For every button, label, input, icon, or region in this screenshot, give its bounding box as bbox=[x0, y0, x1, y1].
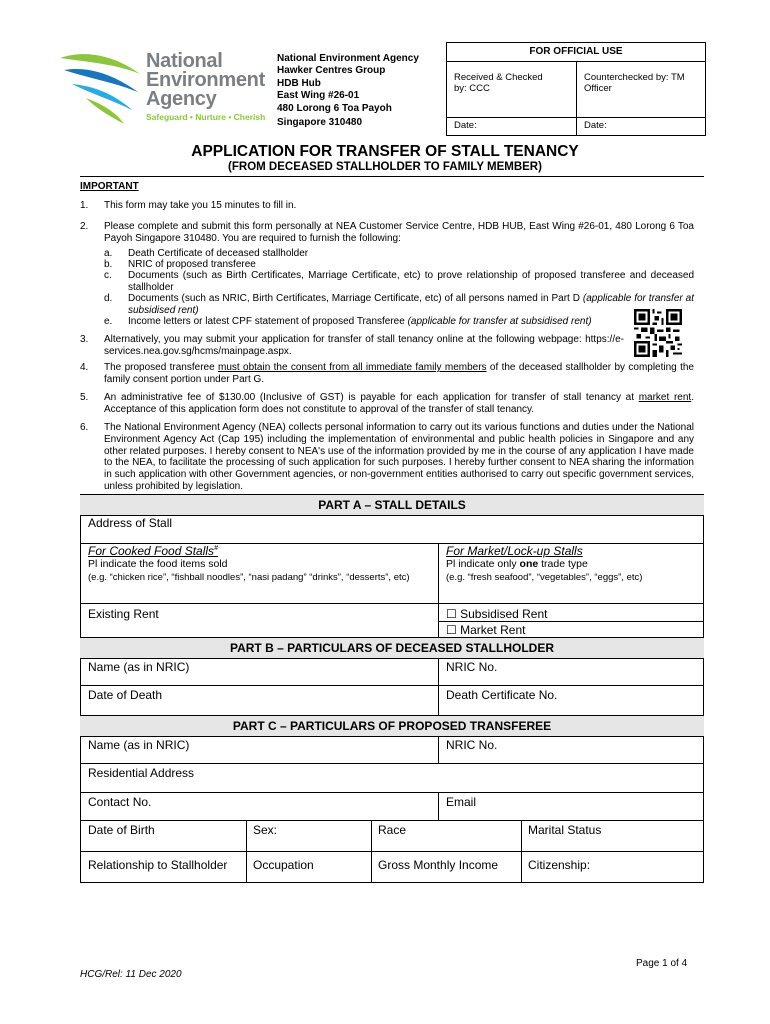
part-b-header: PART B – PARTICULARS OF DECEASED STALLHOLDER bbox=[80, 638, 704, 658]
nea-logo bbox=[58, 48, 266, 124]
deceased-name-field[interactable]: Name (as in NRIC) bbox=[88, 660, 190, 674]
sub-item-letter: e. bbox=[104, 316, 113, 327]
market-stall-heading: For Market/Lock-up Stalls bbox=[446, 544, 583, 558]
gross-income-field[interactable]: Gross Monthly Income bbox=[378, 858, 499, 872]
cooked-food-heading: For Cooked Food Stalls# bbox=[88, 544, 218, 558]
counterchecked-column bbox=[576, 62, 706, 135]
market-stall-example: (e.g. “fresh seafood”, “vegetables”, “eggs”, etc) bbox=[446, 572, 643, 583]
death-certificate-field[interactable]: Death Certificate No. bbox=[446, 688, 558, 702]
sub-item-letter: a. bbox=[104, 248, 113, 259]
eservices-link[interactable]: https://e-services.nea.gov.sg/hcms/mainpage.aspx. bbox=[104, 334, 624, 357]
item-text: An administrative fee of $130.00 (Inclusive of GST) is payable for each application for transfer of stall tenancy at market rent. Acceptance of this application form does not constitute to approval of the transfer of stall tenancy. bbox=[104, 392, 694, 415]
contact-number-field[interactable]: Contact No. bbox=[88, 795, 152, 809]
logo-tagline: Safeguard • Nurture • Cherish bbox=[146, 112, 266, 122]
received-column bbox=[447, 62, 576, 135]
deceased-nric-field[interactable]: NRIC No. bbox=[446, 660, 498, 674]
received-date[interactable]: Date: bbox=[447, 117, 576, 135]
race-field[interactable]: Race bbox=[378, 823, 407, 837]
logo-wordmark: National Environment Agency bbox=[146, 50, 265, 110]
part-c-header: PART C – PARTICULARS OF PROPOSED TRANSFEREE bbox=[80, 716, 704, 736]
market-rent-checkbox[interactable]: ☐ Market Rent bbox=[446, 623, 526, 637]
official-use-header: FOR OFFICIAL USE bbox=[447, 43, 705, 62]
transferee-name-field[interactable]: Name (as in NRIC) bbox=[88, 738, 190, 752]
sub-item-letter: c. bbox=[104, 270, 112, 281]
sub-item-text: Documents (such as Birth Certificates, Marriage Certificate, etc) to prove relationship of proposed transferee and deceased stallholder bbox=[128, 270, 694, 293]
subsidised-rent-checkbox[interactable]: ☐ Subsidised Rent bbox=[446, 607, 548, 621]
stall-address-label[interactable]: Address of Stall bbox=[88, 516, 173, 530]
residential-address-field[interactable]: Residential Address bbox=[88, 766, 195, 780]
item-number: 5. bbox=[80, 392, 89, 403]
transferee-nric-field[interactable]: NRIC No. bbox=[446, 738, 498, 752]
qr-code-icon[interactable] bbox=[634, 309, 682, 357]
title-rule bbox=[80, 176, 704, 177]
item-text: The proposed transferee must obtain the consent from all immediate family members of the deceased stallholder by completing the family consent portion under Part G. bbox=[104, 362, 694, 385]
existing-rent-label: Existing Rent bbox=[88, 607, 159, 621]
part-a-header: PART A – STALL DETAILS bbox=[80, 495, 704, 515]
counterchecked-date[interactable]: Date: bbox=[577, 117, 706, 135]
form-reference: HCG/Rel: 11 Dec 2020 bbox=[80, 969, 182, 980]
official-use-box bbox=[446, 42, 706, 136]
email-field[interactable]: Email bbox=[446, 795, 477, 809]
form-title: APPLICATION FOR TRANSFER OF STALL TENANCY bbox=[191, 143, 579, 160]
item-text: The National Environment Agency (NEA) collects personal information to carry out its various functions and duties under the National Environment Agency Act (Cap 195) including the implementation of environmental and public health policies in Singapore and any other related purposes. I hereby consent to NEA's use of the information provided by me in the course of any application I have made to the NEA, to facilitate the processing of such application for such purposes. I hereby further consent to NEA sharing the information in such application with other Government agencies, or non-government entities authorised to carry out specific government services, unless prohibited by legislation. bbox=[104, 422, 694, 492]
item-number: 3. bbox=[80, 334, 89, 345]
form-subtitle: (FROM DECEASED STALLHOLDER TO FAMILY MEMBER) bbox=[228, 161, 542, 173]
sub-item-letter: d. bbox=[104, 293, 113, 304]
citizenship-field[interactable]: Citizenship: bbox=[528, 858, 591, 872]
counterchecked-by: Counterchecked by: TM Officer bbox=[584, 72, 685, 94]
cooked-food-instruction: Pl indicate the food items sold bbox=[88, 558, 228, 570]
sub-item-letter: b. bbox=[104, 259, 113, 270]
item-text: Alternatively, you may submit your application for transfer of stall tenancy online at the following webpage: https://e-services.nea.gov.sg/hcms/mainpage.aspx. bbox=[104, 334, 624, 357]
application-form-table bbox=[80, 494, 704, 883]
sub-item-text: NRIC of proposed transferee bbox=[128, 259, 256, 270]
item-number: 2. bbox=[80, 221, 89, 232]
relationship-field[interactable]: Relationship to Stallholder bbox=[88, 858, 228, 872]
marital-status-field[interactable]: Marital Status bbox=[528, 823, 602, 837]
received-by: Received & Checked by: CCC bbox=[454, 72, 543, 94]
occupation-field[interactable]: Occupation bbox=[253, 858, 314, 872]
sub-item-text: Death Certificate of deceased stallholder bbox=[128, 248, 309, 259]
page-number: Page 1 of 4 bbox=[636, 958, 688, 969]
sub-item-text: Documents (such as NRIC, Birth Certificates, Marriage Certificate, etc) of all persons named in Part D (applicable for transfer at subsidised rent) bbox=[128, 293, 694, 316]
nea-swirl-icon bbox=[58, 48, 148, 128]
sub-item-text: Income letters or latest CPF statement of proposed Transferee (applicable for transfer at subsidised rent) bbox=[128, 316, 592, 327]
date-of-death-field[interactable]: Date of Death bbox=[88, 688, 163, 702]
item-text: This form may take you 15 minutes to fill in. bbox=[104, 200, 297, 211]
market-stall-instruction: Pl indicate only one trade type bbox=[446, 558, 588, 570]
item-number: 4. bbox=[80, 362, 89, 373]
item-number: 1. bbox=[80, 200, 89, 211]
item-number: 6. bbox=[80, 422, 89, 433]
date-of-birth-field[interactable]: Date of Birth bbox=[88, 823, 155, 837]
item-text: Please complete and submit this form personally at NEA Customer Service Centre, HDB HUB, East Wing #26-01, 480 Lorong 6 Toa Payoh Singapore 310480. You are required to furnish the following: bbox=[104, 221, 694, 244]
cooked-food-example: (e.g. “chicken rice”, “fishball noodles”, “nasi padang” “drinks”, “desserts”, etc) bbox=[88, 572, 410, 583]
agency-address: National Environment Agency Hawker Centres Group HDB Hub East Wing #26-01 480 Lorong 6 Toa Payoh Singapore 310480 bbox=[277, 53, 419, 129]
sex-field[interactable]: Sex: bbox=[253, 823, 278, 837]
important-heading: IMPORTANT bbox=[80, 181, 139, 192]
